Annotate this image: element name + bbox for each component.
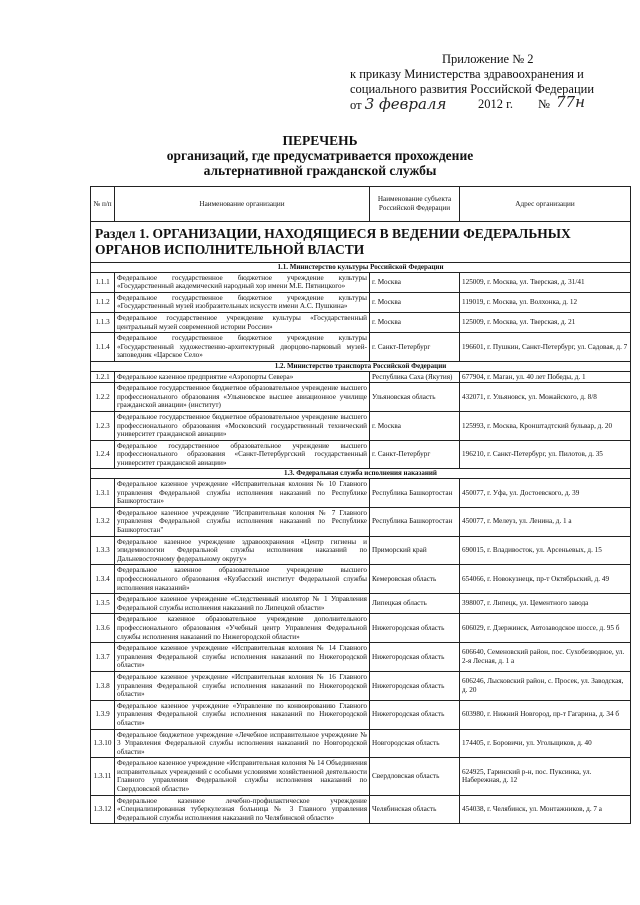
cell-num: 1.2.3	[91, 411, 115, 440]
date-line	[350, 93, 630, 113]
group-header-row	[91, 361, 631, 371]
table-row	[91, 565, 631, 594]
year: 2012 г.	[478, 97, 513, 111]
cell-num: 1.3.8	[91, 671, 115, 700]
cell-region: Новгородская область	[370, 729, 460, 758]
cell-name: Федеральное казенное учреждение «Следственный изолятор № 1 Управления Федеральной службы исполнения наказаний по Липецкой области»	[115, 594, 370, 614]
cell-address: 174405, г. Боровичи, ул. Угольщиков, д. 40	[460, 729, 631, 758]
cell-address: 125009, г. Москва, ул. Тверская, д. 21	[460, 312, 631, 332]
table-row	[91, 507, 631, 536]
section-title: Раздел 1. ОРГАНИЗАЦИИ, НАХОДЯЩИЕСЯ В ВЕДЕНИИ ФЕДЕРАЛЬНЫХ ОРГАНОВ ИСПОЛНИТЕЛЬНОЙ ВЛАСТИ	[91, 222, 631, 263]
table-row	[91, 479, 631, 508]
cell-name: Федеральное государственное бюджетное учреждение культуры «Государственный музей изобразительных искусств имени А.С. Пушкина»	[115, 292, 370, 312]
cell-address: 606640, Семеновский район, пос. Сухобезводное, ул. 2-я Лесная, д. 1 а	[460, 643, 631, 672]
table-row	[91, 729, 631, 758]
cell-num: 1.2.4	[91, 440, 115, 469]
cell-region: г. Москва	[370, 272, 460, 292]
title-line-2: организаций, где предусматривается прохождение	[166, 148, 474, 163]
cell-name: Федеральное казенное образовательное учреждение дополнительного профессионального образования «Учебный центр Управления Федеральной службы исполнения наказаний по Нижегородской области»	[115, 614, 370, 643]
group-title: 1.3. Федеральная служба исполнения наказаний	[91, 469, 631, 479]
cell-region: г. Москва	[370, 411, 460, 440]
cell-name: Федеральное казенное учреждение «Исправительная колония № 16 Главного управления Федеральной службы исполнения наказаний по Нижегородской области»	[115, 671, 370, 700]
cell-region: г. Санкт-Петербург	[370, 333, 460, 362]
cell-name: Федеральное государственное бюджетное учреждение культуры «Государственный художественно-архитектурный дворцово-парковый музей-заповедник «Царское Село»	[115, 333, 370, 362]
cell-region: Нижегородская область	[370, 671, 460, 700]
cell-num: 1.3.5	[91, 594, 115, 614]
cell-num: 1.3.4	[91, 565, 115, 594]
table-row	[91, 643, 631, 672]
table-row	[91, 536, 631, 565]
cell-region: Республика Саха (Якутия)	[370, 371, 460, 383]
header-num: № п/п	[91, 187, 115, 222]
cell-num: 1.2.2	[91, 383, 115, 412]
cell-address: 398007, г. Липецк, ул. Цементного завода	[460, 594, 631, 614]
cell-name: Федеральное казенное лечебно-профилактическое учреждение «Специализированная туберкулезная больница № 3 Главного управления Федеральной службы исполнения наказаний по Челябинской области»	[115, 795, 370, 824]
cell-region: Нижегородская область	[370, 643, 460, 672]
cell-address: 450077, г. Мелеуз, ул. Ленина, д. 1 а	[460, 507, 631, 536]
cell-name: Федеральное казенное учреждение «Управление по конвоированию Главного управления Федеральной службы исполнения наказаний по Нижегородской области»	[115, 700, 370, 729]
cell-name: Федеральное казенное учреждение "Исправительная колония № 7 Главного управления Федеральной службы исполнения наказаний по Республике Башкортостан"	[115, 507, 370, 536]
table-row	[91, 440, 631, 469]
cell-region: Свердловская область	[370, 758, 460, 795]
cell-num: 1.3.6	[91, 614, 115, 643]
cell-address: 196601, г. Пушкин, Санкт-Петербург, ул. Садовая, д. 7	[460, 333, 631, 362]
cell-address: 125993, г. Москва, Кронштадтский бульвар, д. 20	[460, 411, 631, 440]
cell-num: 1.1.3	[91, 312, 115, 332]
cell-address: 606246, Лысковский район, с. Просек, ул. Заводская, д. 20	[460, 671, 631, 700]
ministry-line: социального развития Российской Федерации	[350, 82, 595, 96]
table-row	[91, 292, 631, 312]
cell-name: Федеральное казенное учреждение здравоохранения «Центр гигиены и эпидемиологии Федеральной службы исполнения наказаний по Дальневосточному федеральному округу»	[115, 536, 370, 565]
table-row	[91, 758, 631, 795]
cell-name: Федеральное казенное учреждение «Исправительная колония № 10 Главного управления Федеральной службы исполнения наказаний по Республике Башкортостан»	[115, 479, 370, 508]
cell-address: 450077, г. Уфа, ул. Достоевского, д. 39	[460, 479, 631, 508]
table-row	[91, 383, 631, 412]
cell-address: 196210, г. Санкт-Петербург, ул. Пилотов, д. 35	[460, 440, 631, 469]
header-name: Наименование организации	[115, 187, 370, 222]
group-header-row	[91, 469, 631, 479]
header-address: Адрес организации	[460, 187, 631, 222]
cell-region: Республика Башкортостан	[370, 507, 460, 536]
cell-name: Федеральное государственное бюджетное образовательное учреждение высшего профессионального образования «Ульяновское высшее авиационное училище гражданской авиации» (институт)	[115, 383, 370, 412]
group-title: 1.2. Министерство транспорта Российской Федерации	[91, 361, 631, 371]
title-line-1: ПЕРЕЧЕНЬ	[282, 133, 358, 148]
cell-address: 432071, г. Ульяновск, ул. Можайского, д. 8/8	[460, 383, 631, 412]
table-row	[91, 272, 631, 292]
cell-name: Федеральное государственное бюджетное учреждение культуры «Государственный академический народный хор имени М.Е. Пятницкого»	[115, 272, 370, 292]
cell-name: Федеральное казенное учреждение «Исправительная колония № 14 Главного управления Федеральной службы исполнения наказаний по Нижегородской области»	[115, 643, 370, 672]
cell-name: Федеральное государственное бюджетное образовательное учреждение высшего профессионального образования «Московский государственный технический университет гражданской авиации»	[115, 411, 370, 440]
cell-region: Приморский край	[370, 536, 460, 565]
table-row	[91, 312, 631, 332]
cell-region: Кемеровская область	[370, 565, 460, 594]
cell-address: 119019, г. Москва, ул. Волхонка, д. 12	[460, 292, 631, 312]
cell-region: Липецкая область	[370, 594, 460, 614]
cell-region: г. Москва	[370, 312, 460, 332]
table-row	[91, 671, 631, 700]
cell-region: г. Санкт-Петербург	[370, 440, 460, 469]
order-line: к приказу Министерства здравоохранения и	[350, 67, 584, 81]
table-row	[91, 614, 631, 643]
cell-address: 624925, Гаринский р-н, пос. Пуксинка, ул. Набережная, д. 12	[460, 758, 631, 795]
cell-num: 1.3.12	[91, 795, 115, 824]
number-prefix: №	[538, 97, 550, 111]
table-row	[91, 411, 631, 440]
table-row	[91, 594, 631, 614]
cell-num: 1.3.1	[91, 479, 115, 508]
cell-name: Федеральное казенное учреждение «Исправительная колония № 14 Объединения исправительных учреждений с особыми условиями хозяйственной деятельности Главного управления Федеральной службы исполнения наказаний по Свердловской области»	[115, 758, 370, 795]
cell-address: 454038, г. Челябинск, ул. Монтажников, д. 7 а	[460, 795, 631, 824]
cell-num: 1.1.2	[91, 292, 115, 312]
cell-name: Федеральное государственное учреждение культуры «Государственный центральный музей современной истории России»	[115, 312, 370, 332]
cell-region: Челябинская область	[370, 795, 460, 824]
cell-address: 654066, г. Новокузнецк, пр-т Октябрьский, д. 49	[460, 565, 631, 594]
number-handwritten: 77н	[556, 93, 585, 111]
table-header-row	[91, 187, 631, 222]
appendix-label: Приложение № 2	[442, 52, 534, 66]
cell-region: Ульяновская область	[370, 383, 460, 412]
table-row	[91, 333, 631, 362]
cell-num: 1.1.1	[91, 272, 115, 292]
cell-region: Нижегородская область	[370, 614, 460, 643]
document-header	[350, 52, 630, 113]
cell-num: 1.2.1	[91, 371, 115, 383]
cell-name: Федеральное бюджетное учреждение «Лечебное исправительное учреждение № 3 Управления Федеральной службы исполнения наказаний по Новгородской области»	[115, 729, 370, 758]
cell-num: 1.1.4	[91, 333, 115, 362]
cell-address: 677904, г. Маган, ул. 40 лет Победы, д. 1	[460, 371, 631, 383]
cell-num: 1.3.11	[91, 758, 115, 795]
cell-address: 603980, г. Нижний Новгород, пр-т Гагарина, д. 34 б	[460, 700, 631, 729]
cell-name: Федеральное государственное образовательное учреждение высшего профессионального образования «Санкт-Петербургский государственный университет гражданской авиации»	[115, 440, 370, 469]
table-body	[91, 187, 631, 824]
date-prefix: от	[350, 98, 362, 112]
date-handwritten: 3 февраля	[364, 95, 447, 113]
table-row	[91, 371, 631, 383]
cell-num: 1.3.3	[91, 536, 115, 565]
cell-name: Федеральное казенное предприятие «Аэропорты Севера»	[115, 371, 370, 383]
cell-region: Нижегородская область	[370, 700, 460, 729]
group-header-row	[91, 263, 631, 273]
table-row	[91, 700, 631, 729]
cell-region: Республика Башкортостан	[370, 479, 460, 508]
section-row	[91, 222, 631, 263]
cell-address: 125009, г. Москва, ул. Тверская, д. 31/41	[460, 272, 631, 292]
table-row	[91, 795, 631, 824]
title-line-3: альтернативной гражданской службы	[203, 163, 437, 178]
cell-num: 1.3.7	[91, 643, 115, 672]
document-title	[0, 133, 640, 178]
cell-num: 1.3.10	[91, 729, 115, 758]
organizations-table	[90, 186, 631, 824]
cell-region: г. Москва	[370, 292, 460, 312]
cell-address: 606029, г. Дзержинск, Автозаводское шоссе, д. 95 б	[460, 614, 631, 643]
header-region: Наименование субъекта Российской Федерации	[370, 187, 460, 222]
group-title: 1.1. Министерство культуры Российской Федерации	[91, 263, 631, 273]
cell-num: 1.3.9	[91, 700, 115, 729]
cell-num: 1.3.2	[91, 507, 115, 536]
cell-name: Федеральное казенное образовательное учреждение высшего профессионального образования «Кузбасский институт Федеральной службы исполнения наказаний»	[115, 565, 370, 594]
cell-address: 690015, г. Владивосток, ул. Арсеньевых, д. 15	[460, 536, 631, 565]
